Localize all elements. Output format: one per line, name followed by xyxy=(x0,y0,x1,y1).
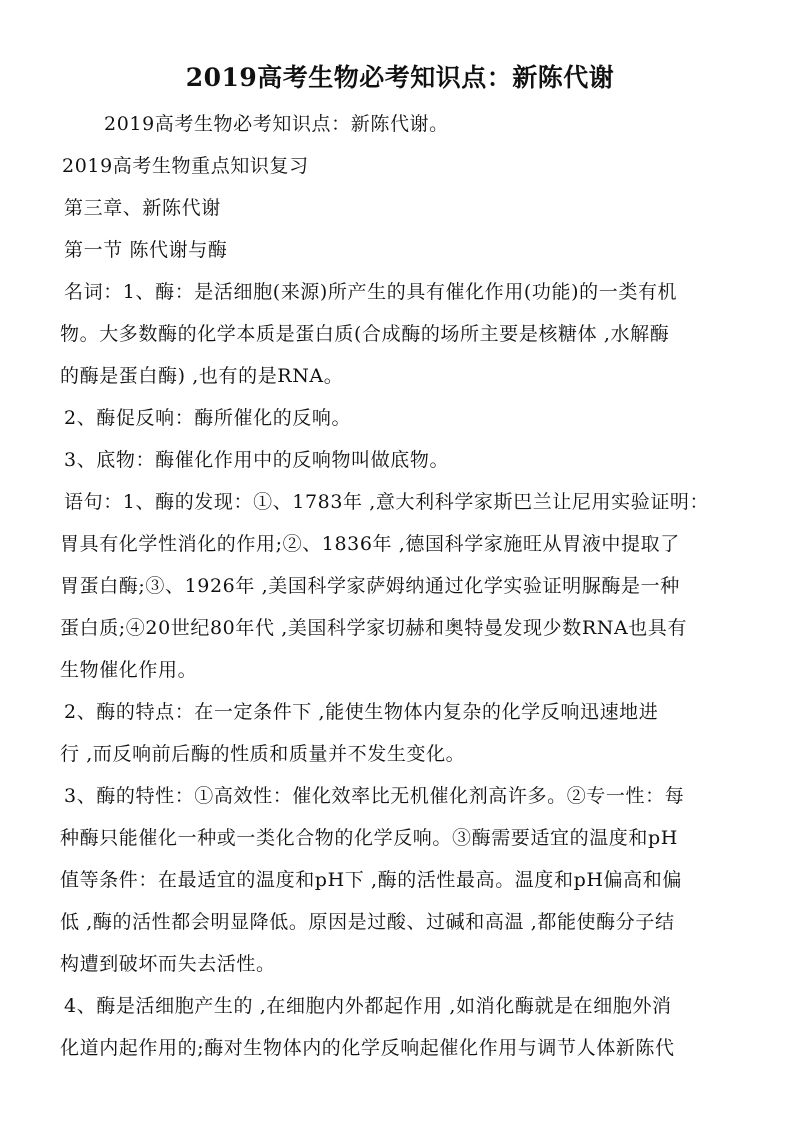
paragraph-line: 胃蛋白酶;③、1926年 ,美国科学家萨姆纳通过化学实验证明脲酶是一种 xyxy=(60,575,680,597)
paragraph-line: 的酶是蛋白酶) ,也有的是RNA。 xyxy=(60,365,344,387)
paragraph-line: 蛋白质;④20世纪80年代 ,美国科学家切赫和奥特曼发现少数RNA也具有 xyxy=(60,617,688,639)
paragraph-line: 行 ,而反响前后酶的性质和质量并不发生变化。 xyxy=(60,743,466,765)
paragraph-line: 值等条件：在最适宜的温度和pH下 ,酶的活性最高。温度和pH偏高和偏 xyxy=(60,869,682,891)
paragraph-line: 2019高考生物必考知识点：新陈代谢。 xyxy=(104,113,449,135)
paragraph-line: 构遭到破坏而失去活性。 xyxy=(60,953,276,975)
paragraph-line: 胃具有化学性消化的作用;②、1836年 ,德国科学家施旺从胃液中提取了 xyxy=(60,533,680,555)
paragraph-line: 名词：1、酶：是活细胞(来源)所产生的具有催化作用(功能)的一类有机 xyxy=(64,281,678,303)
paragraph-line: 生物催化作用。 xyxy=(60,659,198,681)
paragraph-line: 种酶只能催化一种或一类化合物的化学反响。③酶需要适宜的温度和pH xyxy=(60,827,678,849)
paragraph-line: 3、酶的特性：①高效性：催化效率比无机催化剂高许多。②专一性：每 xyxy=(64,785,685,807)
paragraph-line: 化道内起作用的;酶对生物体内的化学反响起催化作用与调节人体新陈代 xyxy=(60,1037,675,1059)
document-title: 2019高考生物必考知识点：新陈代谢 xyxy=(185,63,615,92)
paragraph-line: 第一节 陈代谢与酶 xyxy=(64,239,228,261)
paragraph-line: 4、酶是活细胞产生的 ,在细胞内外都起作用 ,如消化酶就是在细胞外消 xyxy=(64,995,672,1017)
paragraph-line: 语句：1、酶的发现：①、1783年 ,意大利科学家斯巴兰让尼用实验证明： xyxy=(64,491,710,513)
paragraph-line: 低 ,酶的活性都会明显降低。原因是过酸、过碱和高温 ,都能使酶分子结 xyxy=(60,911,675,933)
paragraph-line: 2、酶的特点：在一定条件下 ,能使生物体内复杂的化学反响迅速地进 xyxy=(64,701,659,723)
paragraph-line: 2、酶促反响：酶所催化的反响。 xyxy=(64,407,352,429)
paragraph-line: 物。大多数酶的化学本质是蛋白质(合成酶的场所主要是核糖体 ,水解酶 xyxy=(60,323,670,345)
paragraph-line: 3、底物：酶催化作用中的反响物叫做底物。 xyxy=(64,449,450,471)
paragraph-line: 2019高考生物重点知识复习 xyxy=(62,155,309,177)
paragraph-line: 第三章、新陈代谢 xyxy=(64,197,221,219)
